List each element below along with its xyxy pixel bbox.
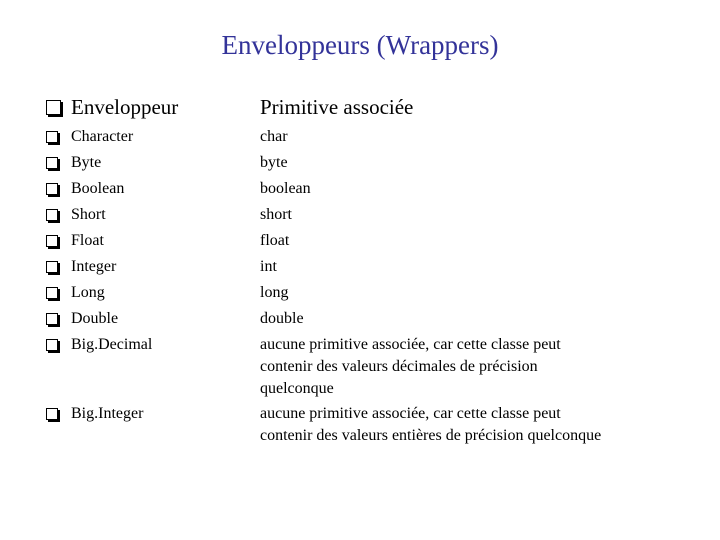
header-wrapper-label: Enveloppeur <box>71 95 179 119</box>
wrapper-name: Integer <box>71 258 117 275</box>
wrapper-name: Big.Integer <box>71 405 144 422</box>
square-bullet-icon <box>46 183 58 195</box>
primitive-name: boolean <box>260 180 311 197</box>
row-wrapper-cell <box>46 403 143 425</box>
row-wrapper-cell <box>46 334 152 356</box>
wrapper-name: Short <box>71 206 106 223</box>
square-bullet-icon <box>46 313 58 325</box>
square-bullet-icon <box>46 261 58 273</box>
square-bullet-icon <box>46 157 58 169</box>
row-wrapper-cell <box>46 178 124 200</box>
wrapper-name: Double <box>71 310 119 327</box>
square-bullet-icon <box>46 235 58 247</box>
primitive-name: char <box>260 128 288 145</box>
primitive-name: long <box>260 284 289 301</box>
primitive-name: int <box>260 258 277 275</box>
wrapper-name: Float <box>71 232 104 249</box>
wrapper-name: Byte <box>71 154 102 171</box>
primitive-description: aucune primitive associée, car cette classe peut contenir des valeurs décimales de précision quelconque <box>260 336 561 397</box>
row-wrapper-cell <box>46 230 104 252</box>
row-wrapper-cell <box>46 282 105 304</box>
wrapper-name: Boolean <box>71 180 125 197</box>
primitive-name: short <box>260 206 292 223</box>
header-primitive-label: Primitive associée <box>260 95 414 119</box>
row-wrapper-cell <box>46 152 101 174</box>
wrapper-name: Character <box>71 128 134 145</box>
wrapper-name: Long <box>71 284 105 301</box>
primitive-description: aucune primitive associée, car cette classe peut contenir des valeurs entières de précision quelconque <box>260 405 602 444</box>
square-bullet-icon <box>46 100 61 115</box>
primitive-name: double <box>260 310 304 327</box>
row-wrapper-cell <box>46 256 116 278</box>
square-bullet-icon <box>46 209 58 221</box>
row-wrapper-cell <box>46 308 118 330</box>
primitive-name: float <box>260 232 290 249</box>
slide-title: Enveloppeurs (Wrappers) <box>221 30 499 60</box>
primitive-name: byte <box>260 154 288 171</box>
square-bullet-icon <box>46 287 58 299</box>
row-wrapper-cell <box>46 126 133 148</box>
table-header <box>46 92 706 122</box>
square-bullet-icon <box>46 408 58 420</box>
wrapper-name: Big.Decimal <box>71 336 153 353</box>
row-wrapper-cell <box>46 204 106 226</box>
header-col-wrapper <box>46 92 178 122</box>
square-bullet-icon <box>46 339 58 351</box>
square-bullet-icon <box>46 131 58 143</box>
